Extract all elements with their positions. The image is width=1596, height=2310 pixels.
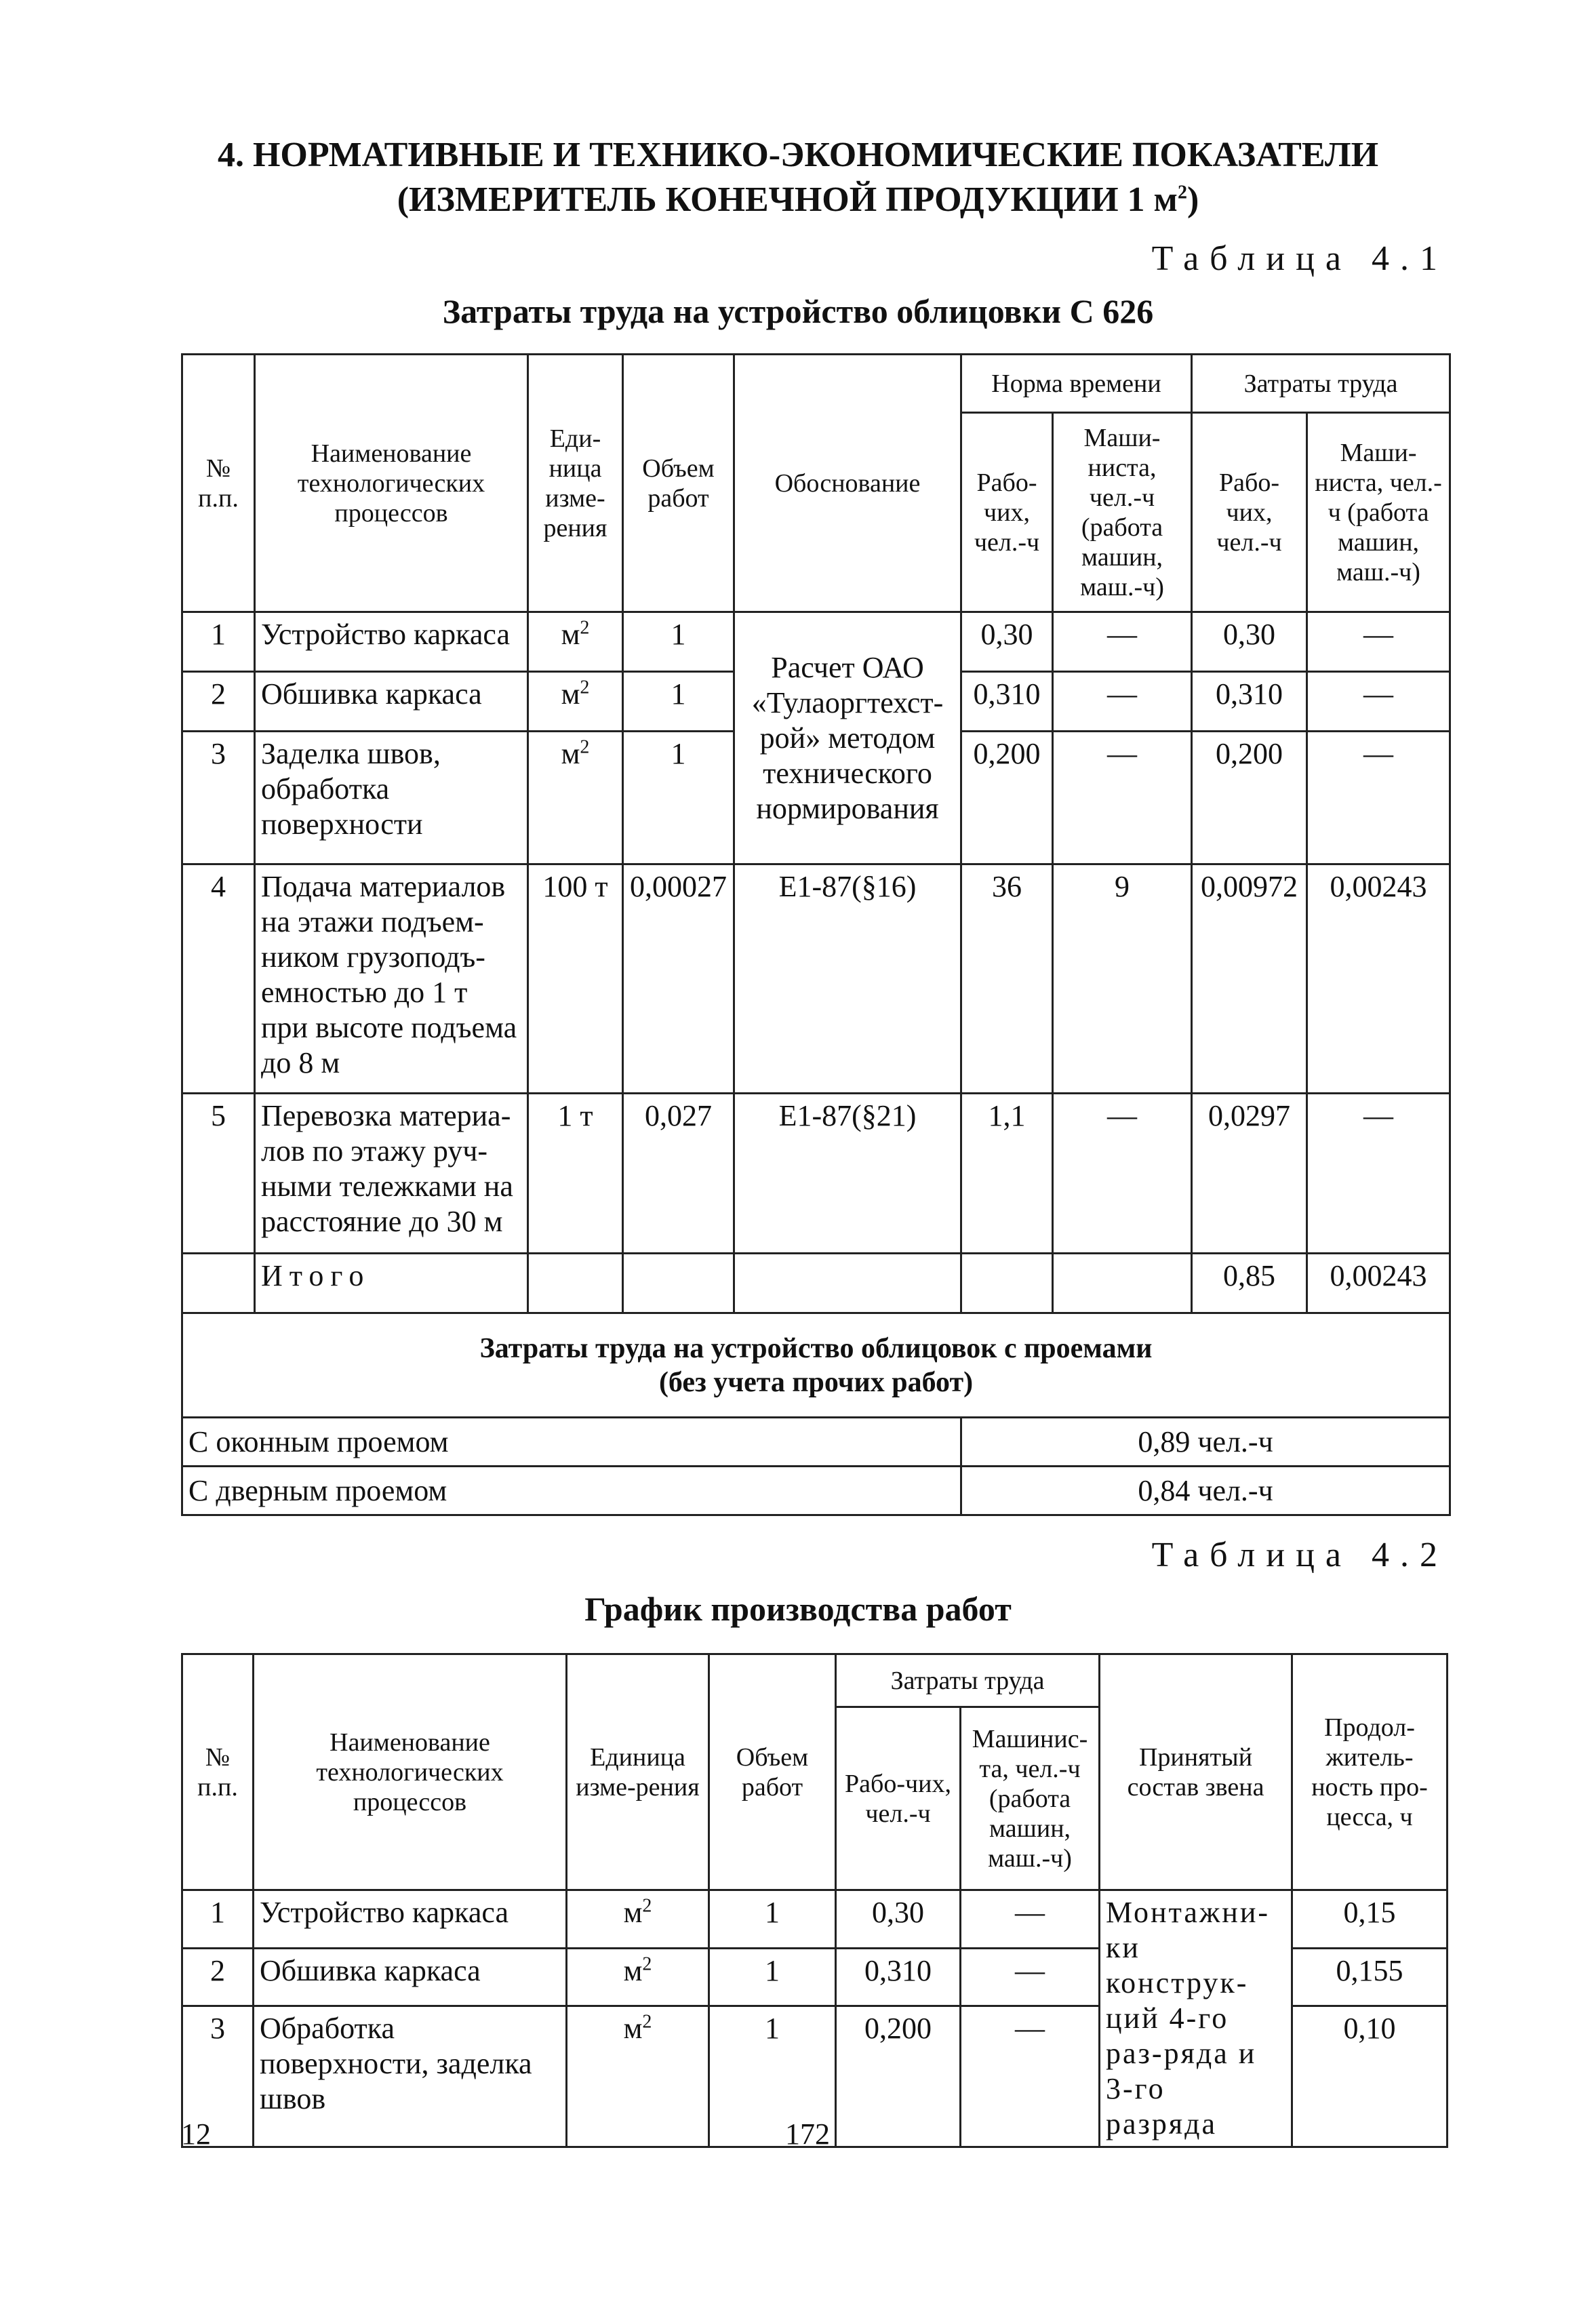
row-workers: 0,200 — [836, 2006, 961, 2147]
row-unit: 1 т — [528, 1094, 623, 1254]
row-volume: 1 — [623, 732, 734, 864]
table2 — [181, 1653, 1448, 2148]
merged-basis: Расчет ОАО «Тулаоргтехст-рой» методом технического нормирования — [734, 612, 961, 864]
openings-title-line1: Затраты труда на устройство облицовок с проемами — [479, 1332, 1153, 1364]
merged-crew: Монтажни-ки конструк-ций 4-го раз-ряда и 3-го разряда — [1100, 1890, 1292, 2147]
row-norm-workers: 0,200 — [961, 732, 1053, 864]
total-label: Итого — [255, 1254, 528, 1313]
table1 — [181, 353, 1451, 1516]
total-empty — [961, 1254, 1053, 1313]
total-empty — [1053, 1254, 1192, 1313]
row-cost-workers: 0,0297 — [1192, 1094, 1307, 1254]
opening-label: С оконным проемом — [182, 1418, 961, 1467]
row-volume: 1 — [623, 612, 734, 672]
row-name: Обшивка каркаса — [255, 672, 528, 732]
row-basis: Е1-87(§21) — [734, 1094, 961, 1254]
table1-title: Затраты труда на устройство облицовки С 626 — [442, 292, 1154, 330]
row-num: 2 — [182, 1948, 254, 2006]
row-name: Подача материалов на этажи подъем-ником грузоподъ-емностью до 1 т при высоте подъема до 8 м — [255, 864, 528, 1094]
table1-label: Таблица 4.1 — [1151, 239, 1448, 278]
row-volume: 0,027 — [623, 1094, 734, 1254]
row-name: Обшивка каркаса — [254, 1948, 567, 2006]
heading-line2-text: (ИЗМЕРИТЕЛЬ КОНЕЧНОЙ ПРОДУКЦИИ 1 м — [397, 180, 1178, 219]
section-heading-line2 — [0, 178, 1596, 222]
row-cost-machinists: 0,00243 — [1307, 864, 1450, 1094]
row-workers: 0,30 — [836, 1890, 961, 1949]
row-unit: $м^2$ — [528, 732, 623, 864]
t1-header-cost-machinists: Маши-ниста, чел.-ч (работа машин, маш.-ч) — [1307, 413, 1450, 612]
total-cost-workers: 0,85 — [1192, 1254, 1307, 1313]
t2-header-workers: Рабо-чих, чел.-ч — [836, 1707, 961, 1890]
row-name: Обработка поверхности, заделка швов — [254, 2006, 567, 2147]
row-workers: 0,310 — [836, 1948, 961, 2006]
table2-label: Таблица 4.2 — [1151, 1536, 1448, 1574]
row-volume: 0,00027 — [623, 864, 734, 1094]
total-empty — [623, 1254, 734, 1313]
row-name: Перевозка материа-лов по этажу руч-ными тележками на расстояние до 30 м — [255, 1094, 528, 1254]
t1-header-volume: Объем работ — [623, 355, 734, 612]
row-machinists: — — [961, 2006, 1100, 2147]
row-unit: $м^2$ — [567, 1948, 709, 2006]
opening-label: С дверным проемом — [182, 1467, 961, 1515]
t2-header-volume: Объем работ — [709, 1654, 836, 1890]
row-duration: 0,15 — [1292, 1890, 1448, 1949]
total-cost-machinists: 0,00243 — [1307, 1254, 1450, 1313]
t2-header-num: № п.п. — [182, 1654, 254, 1890]
row-num: 4 — [182, 864, 255, 1094]
openings-row — [182, 1467, 1450, 1515]
heading-line2-close: ) — [1186, 180, 1199, 219]
t2-header-unit: Единица изме-рения — [567, 1654, 709, 1890]
row-unit: $м^2$ — [567, 1890, 709, 1949]
row-volume: 1 — [709, 1890, 836, 1949]
row-duration: 0,10 — [1292, 2006, 1448, 2147]
row-num: 5 — [182, 1094, 255, 1254]
row-unit: $м^2$ — [528, 612, 623, 672]
row-num: 1 — [182, 1890, 254, 1949]
row-num: 3 — [182, 732, 255, 864]
t2-header-machinists: Машинис-та, чел.-ч (работа машин, маш.-ч) — [961, 1707, 1100, 1890]
row-cost-machinists: — — [1307, 732, 1450, 864]
row-cost-workers: 0,30 — [1192, 612, 1307, 672]
t1-header-norm-workers: Рабо-чих, чел.-ч — [961, 413, 1053, 612]
row-volume: 1 — [709, 2006, 836, 2147]
t1-header-cost-workers: Рабо-чих, чел.-ч — [1192, 413, 1307, 612]
row-unit: $м^2$ — [528, 672, 623, 732]
row-volume: 1 — [623, 672, 734, 732]
row-cost-machinists: — — [1307, 1094, 1450, 1254]
row-norm-workers: 0,30 — [961, 612, 1053, 672]
section-heading-line1: 4. НОРМАТИВНЫЕ И ТЕХНИКО-ЭКОНОМИЧЕСКИЕ ПОКАЗАТЕЛИ — [217, 136, 1379, 174]
total-empty — [528, 1254, 623, 1313]
t1-header-num: № п.п. — [182, 355, 255, 612]
row-basis: Е1-87(§16) — [734, 864, 961, 1094]
table-row — [182, 1890, 1448, 1949]
openings-title-line2: (без учета прочих работ) — [658, 1366, 974, 1398]
row-norm-machinists: — — [1053, 672, 1192, 732]
t2-header-crew: Принятый состав звена — [1100, 1654, 1292, 1890]
table2-title: График производства работ — [584, 1590, 1012, 1628]
row-cost-workers: 0,200 — [1192, 732, 1307, 864]
t2-header-cost-group: Затраты труда — [836, 1654, 1100, 1707]
row-machinists: — — [961, 1948, 1100, 2006]
row-name: Устройство каркаса — [254, 1890, 567, 1949]
row-num: 2 — [182, 672, 255, 732]
row-norm-machinists: — — [1053, 732, 1192, 864]
row-cost-machinists: — — [1307, 612, 1450, 672]
openings-title — [182, 1313, 1450, 1418]
opening-value: 0,84 чел.-ч — [961, 1467, 1450, 1515]
page-number-left: 12 — [181, 2117, 211, 2151]
t1-header-cost-group: Затраты труда — [1192, 355, 1450, 413]
t2-header-name: Наименование технологических процессов — [254, 1654, 567, 1890]
row-machinists: — — [961, 1890, 1100, 1949]
table-row — [182, 612, 1450, 672]
row-norm-workers: 0,310 — [961, 672, 1053, 732]
table-row — [182, 1094, 1450, 1254]
t2-header-duration: Продол-житель-ность про-цесса, ч — [1292, 1654, 1448, 1890]
page-number-center: 172 — [785, 2117, 830, 2151]
t1-header-norm-group: Норма времени — [961, 355, 1192, 413]
row-unit: $м^2$ — [567, 2006, 709, 2147]
table-row — [182, 864, 1450, 1094]
row-norm-workers: 36 — [961, 864, 1053, 1094]
t1-header-name: Наименование технологических процессов — [255, 355, 528, 612]
row-unit: 100 т — [528, 864, 623, 1094]
row-name: Устройство каркаса — [255, 612, 528, 672]
row-name: Заделка швов, обработка поверхности — [255, 732, 528, 864]
t1-header-basis: Обоснование — [734, 355, 961, 612]
row-cost-machinists: — — [1307, 672, 1450, 732]
total-empty — [734, 1254, 961, 1313]
total-row — [182, 1254, 1450, 1313]
t1-header-norm-machinists: Маши-ниста, чел.-ч (работа машин, маш.-ч) — [1053, 413, 1192, 612]
row-volume: 1 — [709, 1948, 836, 2006]
row-duration: 0,155 — [1292, 1948, 1448, 2006]
row-norm-machinists: 9 — [1053, 864, 1192, 1094]
row-num: 1 — [182, 612, 255, 672]
openings-row — [182, 1418, 1450, 1467]
row-cost-workers: 0,310 — [1192, 672, 1307, 732]
row-norm-machinists: — — [1053, 1094, 1192, 1254]
total-num-empty — [182, 1254, 255, 1313]
heading-sup: 2 — [1177, 182, 1187, 203]
row-norm-machinists: — — [1053, 612, 1192, 672]
t1-header-unit: Еди-ница изме-рения — [528, 355, 623, 612]
row-cost-workers: 0,00972 — [1192, 864, 1307, 1094]
opening-value: 0,89 чел.-ч — [961, 1418, 1450, 1467]
row-norm-workers: 1,1 — [961, 1094, 1053, 1254]
row-num: 3 — [182, 2006, 254, 2147]
